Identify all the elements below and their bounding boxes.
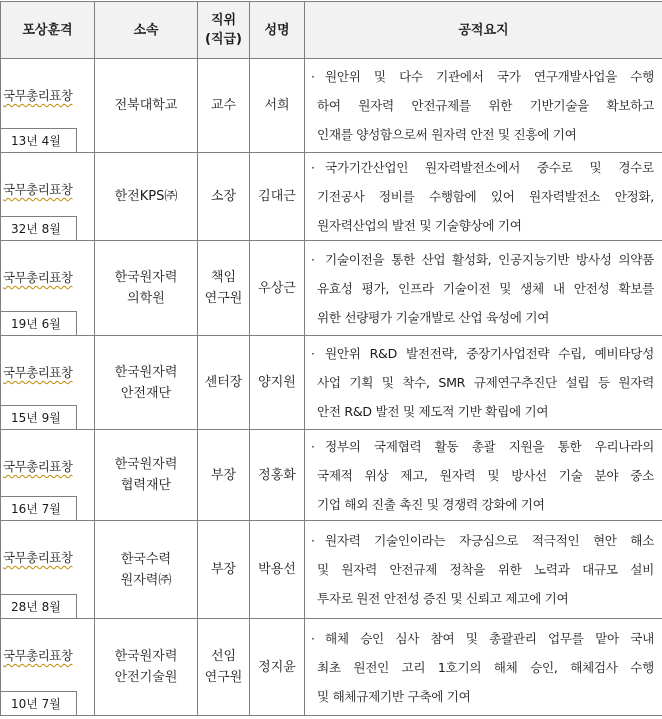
org-cell: 한전KPS㈜ [95, 153, 198, 241]
bullet-icon: · [311, 624, 325, 653]
achievement-line [311, 432, 654, 461]
achievement-line [311, 62, 654, 91]
bullet-icon: · [311, 339, 325, 368]
award-cell [1, 336, 95, 430]
award-date: 19년 6월 [1, 311, 77, 335]
award-name: 국무총리표창 [3, 86, 92, 104]
achievement-line: 원자력산업의 발전 및 기술향상에 기여 [311, 211, 654, 240]
position-cell: 부장 [198, 521, 250, 619]
person-name-cell: 양지원 [250, 336, 305, 430]
header-row [1, 2, 662, 59]
table-row [1, 619, 662, 716]
award-date: 10년 7월 [1, 691, 77, 715]
achievement-text: 정부의 국제협력 활동 총괄 지원을 통한 우리나라의 [325, 432, 654, 461]
org-cell: 한국원자력 안전재단 [95, 336, 198, 430]
bullet-icon: · [311, 62, 325, 91]
achievement-line: 및 해체규제기반 구축에 기여 [311, 682, 654, 711]
award-name: 국무총리표창 [3, 457, 92, 475]
achievement-line [311, 339, 654, 368]
org-cell: 전북대학교 [95, 59, 198, 153]
table-row [1, 521, 662, 619]
achievement-cell [305, 521, 662, 619]
bullet-icon: · [311, 432, 325, 461]
table-row [1, 430, 662, 521]
bullet-icon: · [311, 526, 325, 555]
table-row [1, 241, 662, 336]
bullet-icon: · [311, 153, 325, 182]
achievement-cell [305, 336, 662, 430]
achievement-line: 안전 R&D 발전 및 제도적 기반 확립에 기여 [311, 397, 654, 426]
achievement-cell [305, 241, 662, 336]
position-cell: 교수 [198, 59, 250, 153]
award-name: 국무총리표창 [3, 646, 92, 664]
award-name: 국무총리표창 [3, 268, 92, 286]
achievement-line [311, 526, 654, 555]
header-org: 소속 [95, 2, 198, 59]
achievement-line: 최초 원전인 고리 1호기의 해체 승인, 해체검사 수행 [311, 653, 654, 682]
award-name: 국무총리표창 [3, 180, 92, 198]
award-date: 16년 7월 [1, 496, 77, 520]
achievement-line: 사업 기획 및 착수, SMR 규제연구추진단 설립 등 원자력 [311, 368, 654, 397]
award-cell [1, 521, 95, 619]
award-cell [1, 241, 95, 336]
award-date: 32년 8월 [1, 216, 77, 240]
achievement-line [311, 624, 654, 653]
person-name-cell: 김대근 [250, 153, 305, 241]
achievement-text: 기술이전을 통한 산업 활성화, 인공지능기반 방사성 의약품 [325, 245, 654, 274]
position-cell: 센터장 [198, 336, 250, 430]
person-name-cell: 정지윤 [250, 619, 305, 716]
achievement-line [311, 153, 654, 182]
achievement-line: 및 원자력 안전규제 정착을 위한 노력과 대규모 설비 [311, 555, 654, 584]
header-position: 직위 (직급) [198, 2, 250, 59]
header-award: 포상훈격 [1, 2, 95, 59]
achievement-line [311, 245, 654, 274]
achievement-cell [305, 619, 662, 716]
bullet-icon: · [311, 245, 325, 274]
achievement-text: 국가기간산업인 원자력발전소에서 중수로 및 경수로 [325, 153, 654, 182]
table-row [1, 153, 662, 241]
achievement-line: 하여 원자력 안전규제를 위한 기반기술을 확보하고 [311, 91, 654, 120]
org-cell: 한국수력 원자력㈜ [95, 521, 198, 619]
award-date: 15년 9월 [1, 405, 77, 429]
achievement-cell [305, 153, 662, 241]
award-table [0, 1, 662, 716]
achievement-line: 기전공사 정비를 수행함에 있어 원자력발전소 안정화, [311, 182, 654, 211]
award-cell [1, 619, 95, 716]
achievement-line: 유효성 평가, 인프라 기술이전 및 생체 내 안전성 확보를 [311, 274, 654, 303]
award-date: 13년 4월 [1, 128, 77, 152]
achievement-cell [305, 59, 662, 153]
achievement-line: 인재를 양성함으로써 원자력 안전 및 진흥에 기여 [311, 120, 654, 149]
achievement-line: 기업 해외 진출 촉진 및 경쟁력 강화에 기여 [311, 490, 654, 519]
award-name: 국무총리표창 [3, 363, 92, 381]
position-cell: 책임 연구원 [198, 241, 250, 336]
achievement-line: 위한 선량평가 기술개발로 산업 육성에 기여 [311, 303, 654, 332]
achievement-text: 원안위 및 다수 기관에서 국가 연구개발사업을 수행 [325, 62, 654, 91]
achievement-cell [305, 430, 662, 521]
achievement-text: 원안위 R&D 발전전략, 중장기사업전략 수립, 예비타당성 [325, 339, 654, 368]
award-cell [1, 430, 95, 521]
achievement-text: 원자력 기술인이라는 자긍심으로 적극적인 현안 해소 [325, 526, 654, 555]
org-cell: 한국원자력 안전기술원 [95, 619, 198, 716]
position-cell: 선임 연구원 [198, 619, 250, 716]
header-name: 성명 [250, 2, 305, 59]
award-cell [1, 153, 95, 241]
header-achievement: 공적요지 [305, 2, 662, 59]
award-cell [1, 59, 95, 153]
org-cell: 한국원자력 의학원 [95, 241, 198, 336]
position-cell: 부장 [198, 430, 250, 521]
award-date: 28년 8월 [1, 594, 77, 618]
person-name-cell: 정홍화 [250, 430, 305, 521]
person-name-cell: 박용선 [250, 521, 305, 619]
award-name: 국무총리표창 [3, 548, 92, 566]
table-row [1, 59, 662, 153]
person-name-cell: 서희 [250, 59, 305, 153]
position-cell: 소장 [198, 153, 250, 241]
org-cell: 한국원자력 협력재단 [95, 430, 198, 521]
achievement-line: 국제적 위상 제고, 원자력 및 방사선 기술 분야 중소 [311, 461, 654, 490]
table-row [1, 336, 662, 430]
person-name-cell: 우상근 [250, 241, 305, 336]
achievement-text: 해체 승인 심사 참여 및 총괄관리 업무를 맡아 국내 [325, 624, 654, 653]
achievement-line: 투자로 원전 안전성 증진 및 신뢰고 제고에 기여 [311, 584, 654, 613]
